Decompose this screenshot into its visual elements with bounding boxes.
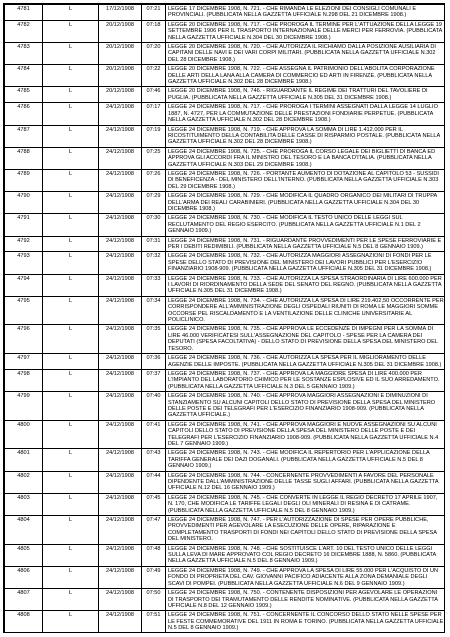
row-type: L: [43, 296, 99, 325]
row-type: L: [43, 274, 99, 296]
row-date: 24/12/1908: [99, 147, 142, 169]
row-description: LEGGE 24 DICEMBRE 1908, N. 741. - CHE APPROVA MAGGIORI E NUOVE ASSEGNAZIONI SU ALCUNI CAPITOLI DELLO STATO DI PREVISIONE DELLA SPESA DEL MINISTERO DELLE POSTE E DEI TELEGRAFI PER L'ESERCIZIO FINANZIARIO 1908-909. (PUBBLICATA NELLA GAZZETTA UFFICIALE N.4 DEL 7 GENNAIO 1909.): [166, 420, 446, 449]
table-row: [5, 274, 446, 296]
row-number: 4802: [5, 471, 43, 493]
row-code: 07:19: [142, 125, 166, 147]
row-code: 07:51: [142, 611, 166, 633]
row-number: 4806: [5, 566, 43, 588]
table-row: [5, 125, 446, 147]
row-number: 4794: [5, 274, 43, 296]
row-code: 07:33: [142, 274, 166, 296]
table-row: [5, 611, 446, 633]
row-code: 07:20: [142, 43, 166, 65]
table-row: [5, 103, 446, 125]
row-number: 4803: [5, 493, 43, 515]
row-number: 4786: [5, 103, 43, 125]
row-number: 4801: [5, 449, 43, 471]
row-code: 07:29: [142, 192, 166, 214]
row-type: L: [43, 5, 99, 21]
row-number: 4782: [5, 20, 43, 42]
row-number: 4808: [5, 611, 43, 633]
row-date: 24/12/1908: [99, 369, 142, 391]
row-description: LEGGE 24 DICEMBRE 1908, N. 745. - CHE CONVERTE IN LEGGE IL REGIO DECRETO 17 APRILE 1907, N. 170, CHE MODIFICA LE TARIFFE LEGALI DEGLI OLI MINERALI DI RESINA E DI CATRAME. (PUBBLICATA NELLA GAZZETTA UFFICIALE N.5 DEL 8 GENNAIO 1909.): [166, 493, 446, 515]
row-date: 24/12/1908: [99, 103, 142, 125]
row-code: 07:44: [142, 471, 166, 493]
row-date: 20/12/1908: [99, 65, 142, 87]
row-description: LEGGE 20 DICEMBRE 1908, N. 722. - CHE ASSEGNA IL PATRIMONIO DELL'ABOLITA CORPORAZIONE DELLE ARTI DELLA LANA ALLA CAMERA DI COMMERCIO ED ARTI IN FIRENZE. (PUBBLICATA NELLA GAZZETTA UFFICIALE N.302 DEL 28 DICEMBRE 1908.): [166, 65, 446, 87]
row-number: 4788: [5, 147, 43, 169]
row-date: 24/12/1908: [99, 420, 142, 449]
row-date: 24/12/1908: [99, 566, 142, 588]
legislation-table: [4, 4, 445, 633]
row-type: L: [43, 493, 99, 515]
row-code: 07:26: [142, 169, 166, 191]
row-number: 4783: [5, 43, 43, 65]
row-description: LEGGE 20 DICEMBRE 1908, N. 746. - RIGUARDANTE IL REGIME DEI TRATTURI DEL TAVOLIERE DI PUGLIA. (PUBBLICATA NELLA GAZZETTA UFFICIALE N.305 DEL 31 DICEMBRE 1908.): [166, 87, 446, 103]
table-row: [5, 566, 446, 588]
table-row: [5, 5, 446, 21]
row-description: LEGGE 20 DICEMBRE 1908, N. 717. - CHE PROROGA IL TERMINE PER L'ATTUAZIONE DELLA LEGGE 19 SETTEMBRE 1906 PER IL TRASPORTO INTERNAZIONALE DELLE MERCI PER FERROVIA. (PUBBLICATA NELLA GAZZETTA UFFICIALE N.304 DEL 30 DICEMBRE 1908.): [166, 20, 446, 42]
row-number: 4785: [5, 87, 43, 103]
row-date: 24/12/1908: [99, 392, 142, 421]
table-row: [5, 325, 446, 354]
row-number: 4807: [5, 589, 43, 611]
row-number: 4790: [5, 192, 43, 214]
row-type: L: [43, 449, 99, 471]
table-body: [5, 5, 446, 634]
row-code: 07:18: [142, 20, 166, 42]
row-number: 4789: [5, 169, 43, 191]
row-description: LEGGE 24 DICEMBRE 1908, N. 735. - CHE APPROVA LE ECCEDENZE DI IMPEGNI PER LA SOMMA DI LIRE 46.000 VERIFICATESI SULL'ASSEGNAZIONE DEL CAPITOLO - SPESE PER LA CAMERA DEI DEPUTATI (SPESA FACOLTATIVA) - DELLO STATO DI PREVISIONE DELLA SPESA DEL MINISTERO DEL TESORO.: [166, 325, 446, 354]
table-row: [5, 65, 446, 87]
row-type: L: [43, 214, 99, 236]
table-row: [5, 516, 446, 545]
row-date: 20/12/1908: [99, 20, 142, 42]
row-type: L: [43, 420, 99, 449]
row-number: 4797: [5, 354, 43, 370]
row-number: 4804: [5, 516, 43, 545]
row-description: LEGGE 24 DICEMBRE 1908, N. 736. - CHE AUTORIZZA LA SPESA PER IL MIGLIORAMENTO DELLE AGENZIE DELLE IMPOSTE. (PUBBLICATA NELLA GAZZETTA UFFICIALE N.305 DEL 31 DICEMBRE 1908.): [166, 354, 446, 370]
row-type: L: [43, 125, 99, 147]
row-type: L: [43, 325, 99, 354]
row-date: 24/12/1908: [99, 169, 142, 191]
row-description: LEGGE 24 DICEMBRE 1908, N. 751. - CONCERNENTE IL CONCORSO DELLO STATO NELLE SPESE PER LE FESTE COMMEMORATIVE DEL 1911 IN ROMA E TORINO. (PUBBLICATA NELLA GAZZETTA UFFICIALE N.5 DEL 8 GENNAIO 1909.): [166, 611, 446, 633]
table-row: [5, 87, 446, 103]
row-date: 24/12/1908: [99, 544, 142, 566]
row-description: LEGGE 24 DICEMBRE 1908, N. 747. - PER L'AUTORIZZAZIONE DI SPESE PER OPERE PUBBLICHE, PROVVEDIMENTI PER AGEVOLARE LA ESECUZIONE DELLE OPERE, RIPARAZIONE E COMPLETAMENTO TRASPORTI DI FONDI NEI CAPITOLI DELLO STATO DI PREVISIONE DELLA SPESA DEL MINISTERO.: [166, 516, 446, 545]
row-code: 07:41: [142, 420, 166, 449]
row-code: 07:34: [142, 296, 166, 325]
row-description: LEGGE 24 DICEMBRE 1908, N. 725. - CHE PROROGA IL CORSO LEGALE DEI BIGLIETTI DI BANCA ED APPROVA GLI ACCORDI FRA IL MINISTRO DEL TESORO E LA BANCA D'ITALIA. (PUBBLICATA NELLA GAZZETTA UFFICIALE N.303 DEL 29 DICEMBRE 1908.): [166, 147, 446, 169]
row-type: L: [43, 354, 99, 370]
row-number: 4795: [5, 296, 43, 325]
row-description: LEGGE 24 DICEMBRE 1908, N. 729. - CHE MODIFICA IL QUADRO ORGANICO DEI MILITARI DI TRUPPA DELL'ARMA DEI REALI CARABINIERI. (PUBBLICATA NELLA GAZZETTA UFFICIALE N.304 DEL 30 DICEMBRE 1908.): [166, 192, 446, 214]
row-date: 20/12/1908: [99, 87, 142, 103]
row-code: 07:43: [142, 449, 166, 471]
row-type: L: [43, 147, 99, 169]
legislation-table-document: [3, 3, 445, 633]
row-type: L: [43, 544, 99, 566]
row-type: L: [43, 252, 99, 274]
row-code: 07:48: [142, 544, 166, 566]
row-type: L: [43, 65, 99, 87]
row-date: 24/12/1908: [99, 471, 142, 493]
row-date: 24/12/1908: [99, 325, 142, 354]
row-number: 4781: [5, 5, 43, 21]
row-number: 4793: [5, 252, 43, 274]
row-code: 07:49: [142, 566, 166, 588]
row-code: 07:32: [142, 252, 166, 274]
table-row: [5, 169, 446, 191]
row-date: 24/12/1908: [99, 611, 142, 633]
table-row: [5, 354, 446, 370]
row-description: LEGGE 17 DICEMBRE 1908, N. 721. - CHE RIMANDA LE ELEZIONI DEI CONSIGLI COMUNALI E PROVINCIALI. (PUBBLICATA NELLA GAZZETTA UFFICIALE N.298 DEL 21 DICEMBRE 1908.): [166, 5, 446, 21]
row-date: 24/12/1908: [99, 449, 142, 471]
table-row: [5, 449, 446, 471]
row-description: LEGGE 24 DICEMBRE 1908, N. 749. - CHE APPROVA LA SPESA DI LIRE 55.000 PER L'ACQUISTO DI UN FONDO DI PROPRIETA DEL CAV. GIOVANNI PACIFICO ADIACENTE ALLA ZONA DEMANIALE DEGLI SCAVI DI POMPEI. (PUBBLICATA NELLA GAZZETTA UFFICIALE N.6 DEL 9 GENNAIO 1909.): [166, 566, 446, 588]
row-description: LEGGE 24 DICEMBRE 1908, N. 731. - RIGUARDANTE PROVVEDIMENTI PER LE SPESE FERROVIARIE E PER I DEBITI REDIMIBILI. (PUBBLICATA NELLA GAZZETTA UFFICIALE N.5 DEL 8 GENNAIO 1909.): [166, 236, 446, 252]
row-type: L: [43, 192, 99, 214]
row-date: 24/12/1908: [99, 252, 142, 274]
row-description: LEGGE 24 DICEMBRE 1908, N. 744. - CONCERNENTE PROVVEDIMENTI A FAVORE DEL PERSONALE DIPENDENTE DALL'AMMINISTRAZIONE DELLE TASSE SUGLI AFFARI. (PUBBLICATA NELLA GAZZETTA UFFICIALE N.12 DEL 16 GENNAIO 1909.): [166, 471, 446, 493]
row-type: L: [43, 392, 99, 421]
row-code: 07:31: [142, 236, 166, 252]
row-number: 4784: [5, 65, 43, 87]
row-description: LEGGE 24 DICEMBRE 1908, N. 748. - CHE SOSTITUISCE L'ART. 10 DEL TESTO UNICO DELLE LEGGI SULLA LEVA DI MARE APPROVATO COL REGIO DECRETO 16 DICEMBRE 1888, N. 5860. (PUBBLICATA NELLA GAZZETTA UFFICIALE N.5 DEL 8 GENNAIO 1909.): [166, 544, 446, 566]
row-type: L: [43, 236, 99, 252]
row-code: 07:36: [142, 354, 166, 370]
table-row: [5, 369, 446, 391]
row-type: L: [43, 471, 99, 493]
row-code: 07:25: [142, 147, 166, 169]
row-number: 4792: [5, 236, 43, 252]
table-row: [5, 589, 446, 611]
row-number: 4800: [5, 420, 43, 449]
row-date: 24/12/1908: [99, 589, 142, 611]
row-type: L: [43, 611, 99, 633]
row-number: 4799: [5, 392, 43, 421]
row-number: 4787: [5, 125, 43, 147]
row-code: 07:30: [142, 214, 166, 236]
row-code: 07:17: [142, 103, 166, 125]
table-row: [5, 20, 446, 42]
table-row: [5, 214, 446, 236]
row-type: L: [43, 20, 99, 42]
table-row: [5, 471, 446, 493]
table-row: [5, 493, 446, 515]
table-row: [5, 296, 446, 325]
table-row: [5, 43, 446, 65]
row-type: L: [43, 43, 99, 65]
row-type: L: [43, 169, 99, 191]
row-number: 4796: [5, 325, 43, 354]
row-code: 07:47: [142, 516, 166, 545]
row-description: LEGGE 24 DICEMBRE 1908, N. 750. - CONTENENTE DISPOSIZIONI PER AGEVOLARE LE OPERAZIONI DI TRASPORTO DEI TRAMUTAMENTO DELLE RENDITE NOMINATIVE. (PUBBLICATA NELLA GAZZETTA UFFICIALE N.8 DEL 12 GENNAIO 1909.): [166, 589, 446, 611]
row-number: 4805: [5, 544, 43, 566]
row-type: L: [43, 369, 99, 391]
row-date: 24/12/1908: [99, 214, 142, 236]
table-row: [5, 147, 446, 169]
row-description: LEGGE 24 DICEMBRE 1908, N. 733. - CHE AUTORIZZA LA SPESA STRAORDINARIA DI LIRE 600.000 PER I LAVORI DI RIORDINAMENTO DELLA SEDE DEL SENATO DEL REGNO. (PUBBLICATA NELLA GAZZETTA UFFICIALE N.305 DEL 31 DICEMBRE 1908.): [166, 274, 446, 296]
row-date: 24/12/1908: [99, 236, 142, 252]
row-date: 24/12/1908: [99, 274, 142, 296]
row-description: LEGGE 24 DICEMBRE 1908, N. 743. - CHE MODIFICA IL REPERTORIO PER L'APPLICAZIONE DELLA TARIFFA GENERALE DEI DAZI DOGANALI. (PUBBLICATA NELLA GAZZETTA UFFICIALE N.5 DEL 8 GENNAIO 1909.): [166, 449, 446, 471]
row-description: LEGGE 24 DICEMBRE 1908, N. 726. - PORTANTE AUMENTO DI DOTAZIONE AL CAPITOLO 53 - SUSSIDI DI BENEFICENZA - DEL MINISTERO DELL'INTERNO. (PUBBLICATA NELLA GAZZETTA UFFICIALE N.303 DEL 29 DICEMBRE 1908.): [166, 169, 446, 191]
row-type: L: [43, 103, 99, 125]
row-description: LEGGE 20 DICEMBRE 1908, N. 720. - CHE AUTORIZZA IL RICHIAMO DALLA POSIZIONE AUSILIARIA DI CAPITANI DELLE NAVI E DEI VARI CORPI MILITARI. (PUBBLICATA NELLA GAZZETTA UFFICIALE N.302 DEL 28 DICEMBRE 1908.): [166, 43, 446, 65]
row-date: 24/12/1908: [99, 354, 142, 370]
row-description: LEGGE 24 DICEMBRE 1908, N. 719. - CHE APPROVA LA SOMMA DI LIRE 1.412.000 PER IL RICOSTITUIMENTO DELLA CONTABILITA DELLE CASSE DI RISPARMIO POSTALE. (PUBBLICATA NELLA GAZZETTA UFFICIALE N.302 DEL 28 DICEMBRE 1908.): [166, 125, 446, 147]
table-row: [5, 252, 446, 274]
row-date: 24/12/1908: [99, 296, 142, 325]
table-row: [5, 392, 446, 421]
row-code: 07:35: [142, 325, 166, 354]
row-description: LEGGE 24 DICEMBRE 1908, N. 730. - CHE MODIFICA IL TESTO UNICO DELLE LEGGI SUL RECLUTAMENTO DEL REGIO ESERCITO. (PUBBLICATA NELLA GAZZETTA UFFICIALE N.1 DEL 2 GENNAIO 1909.): [166, 214, 446, 236]
row-type: L: [43, 516, 99, 545]
table-row: [5, 236, 446, 252]
row-description: LEGGE 24 DICEMBRE 1908, N. 740. - CHE APPROVA MAGGIORI ASSEGNAZIONI E DIMINUZIONI DI STANZIAMENTO SU ALCUNI CAPITOLI DELLO STATO DI PREVISIONE DELLA SPESA DEL MINISTERO DELLE POSTE E DEI TELEGRAFI PER L'ESERCIZIO FINANZIARIO 1908-909. (PUBBLICATA NELLA GAZZETTA UFFICIALE.): [166, 392, 446, 421]
row-number: 4791: [5, 214, 43, 236]
row-description: LEGGE 24 DICEMBRE 1908, N. 734. - CHE AUTORIZZA LA SPESA DI LIRE 219.402,50 OCCORRENTE PER CORRISPONDERE ALL'AMMINISTRAZIONE DEGLI OSPEDALI RIUNITI DI ROMA LE MAGGIORI SOMME OCCORSE PEL RISCALDAMENTO E LA VENTILAZIONE DELLE CLINICHE UNIVERSITARIE AL POLICLINICO.: [166, 296, 446, 325]
row-number: 4798: [5, 369, 43, 391]
row-code: 07:46: [142, 87, 166, 103]
table-row: [5, 192, 446, 214]
row-description: LEGGE 24 DICEMBRE 1908, N. 717. - CHE PROROGA I TERMINI ASSEGNATI DALLA LEGGE 14 LUGLIO 1887, N. 4727, PER LA COMMUTAZIONE DELLE PRESTAZIONI FONDIARIE PERPETUE. (PUBBLICATA NELLA GAZZETTA UFFICIALE N.302 DEL 28 DICEMBRE 1908.): [166, 103, 446, 125]
row-date: 20/12/1908: [99, 43, 142, 65]
row-date: 24/12/1908: [99, 516, 142, 545]
row-code: 07:22: [142, 65, 166, 87]
row-code: 07:40: [142, 392, 166, 421]
row-code: 07:45: [142, 493, 166, 515]
row-date: 24/12/1908: [99, 192, 142, 214]
row-date: 24/12/1908: [99, 125, 142, 147]
row-date: 17/12/1908: [99, 5, 142, 21]
table-row: [5, 544, 446, 566]
row-code: 07:37: [142, 369, 166, 391]
row-type: L: [43, 87, 99, 103]
row-type: L: [43, 566, 99, 588]
row-description: LEGGE 24 DICEMBRE 1908, N. 737. - CHE APPROVA LA MAGGIORE SPESA DI LIRE 400.000 PER L'IMPIANTO DEL LABORATORIO CHIMICO PER LE SOSTANZE ESPLOSIVE ED IL SUO ARREDAMENTO. (PUBBLICATA NELLA GAZZETTA UFFICIALE N.3 DEL 5 GENNAIO 1909.): [166, 369, 446, 391]
row-code: 07:50: [142, 589, 166, 611]
row-code: 07:21: [142, 5, 166, 21]
table-row: [5, 420, 446, 449]
row-description: LEGGE 24 DICEMBRE 1908, N. 732. - CHE AUTORIZZA MAGGIORI ASSEGNAZIONI DI FONDI PER LE SPESE DELLO STATO DI PREVISIONE DEL MINISTERO DEI LAVORI PUBBLICI PER L'ESERCIZIO FINANZIARIO 1908-909. (PUBBLICATA NELLA GAZZETTA UFFICIALE N.305 DEL 31 DICEMBRE 1908.): [166, 252, 446, 274]
row-type: L: [43, 589, 99, 611]
row-date: 24/12/1908: [99, 493, 142, 515]
